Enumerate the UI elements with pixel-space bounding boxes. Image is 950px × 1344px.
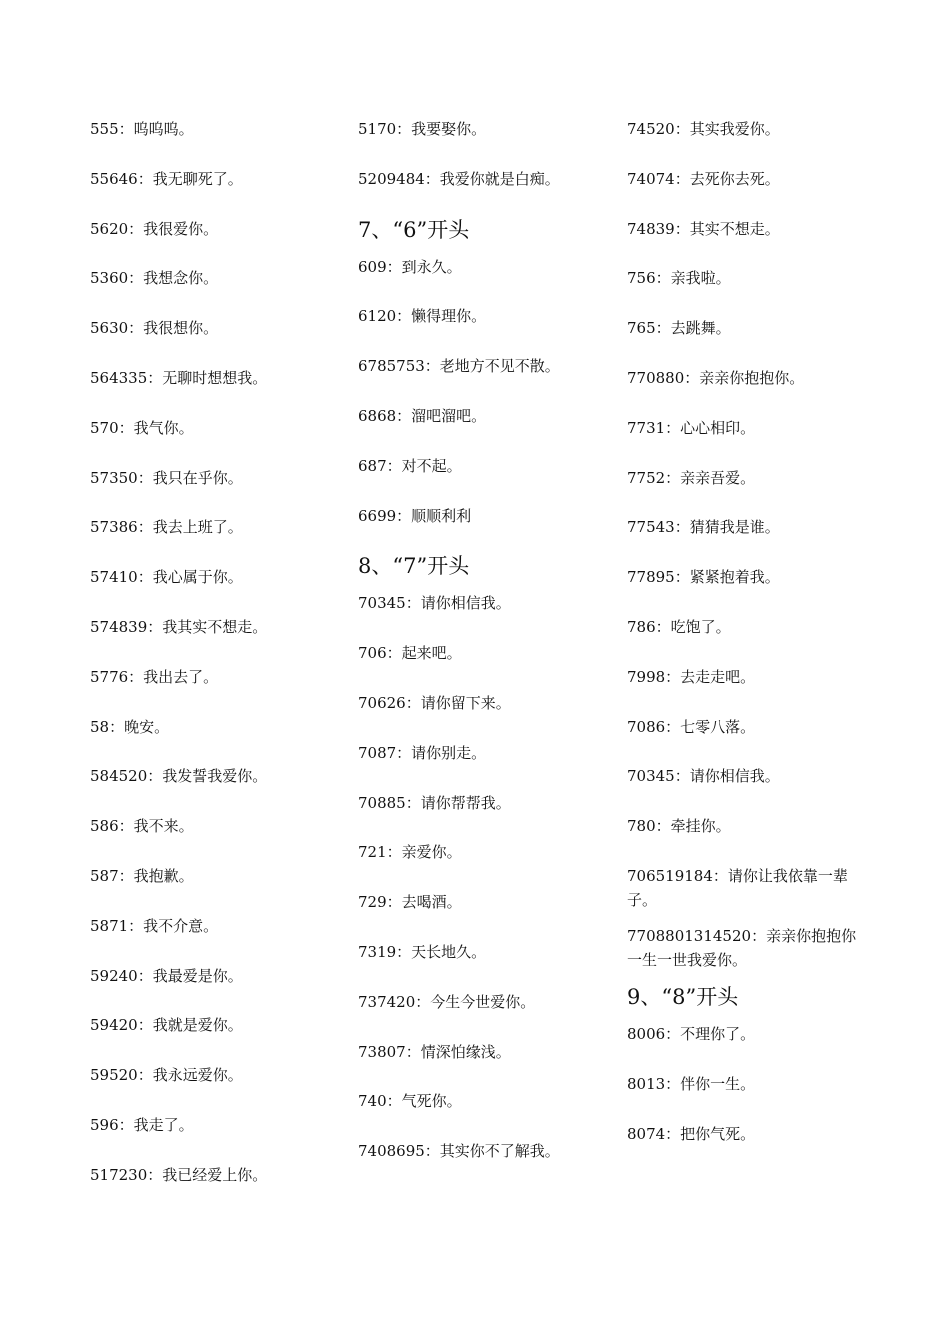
code-entry: 5209484：我爱你就是白痴。: [358, 169, 560, 188]
section-heading: 7、“6”开头: [358, 217, 470, 242]
code-entry: 6868：溜吧溜吧。: [358, 406, 487, 425]
code-entry: 5630：我很想你。: [90, 319, 219, 338]
code-entry: 737420：今生今世爱你。: [358, 992, 536, 1011]
code-entry: 5871：我不介意。: [90, 916, 219, 935]
code-entry: 59420：我就是爱你。: [90, 1016, 243, 1035]
section-heading: 8、“7”开头: [358, 554, 470, 579]
code-entry: 7752：亲亲吾爱。: [627, 468, 756, 487]
code-entry: 706：起来吧。: [358, 644, 462, 663]
code-entry: 5620：我很爱你。: [90, 219, 219, 238]
code-entry: 586：我不来。: [90, 817, 194, 836]
code-entry: 57386：我去上班了。: [90, 518, 243, 537]
code-entry: 8074：把你气死。: [627, 1124, 756, 1143]
code-entry: 721：亲爱你。: [358, 843, 462, 862]
code-entry: 77895：紧紧抱着我。: [627, 568, 780, 587]
code-entry: 74520：其实我爱你。: [627, 120, 780, 138]
code-entry: 70885：请你帮帮我。: [358, 793, 511, 812]
column-3: [627, 117, 867, 1171]
code-entry: 7408695：其实你不了解我。: [358, 1142, 560, 1161]
code-entry: 7087：请你别走。: [358, 743, 487, 762]
code-entry: 7319：天长地久。: [358, 942, 487, 961]
code-entry: 687：对不起。: [358, 456, 462, 475]
code-entry: 5360：我想念你。: [90, 269, 219, 288]
code-entry: 780：牵挂你。: [627, 817, 731, 836]
code-entry: 57350：我只在乎你。: [90, 468, 243, 487]
code-entry: 786：吃饱了。: [627, 617, 731, 636]
code-entry: 564335：无聊时想想我。: [90, 368, 268, 387]
code-entry: 555：呜呜呜。: [90, 120, 194, 138]
code-entry: 59240：我最爱是你。: [90, 966, 243, 985]
code-entry: 570：我气你。: [90, 418, 194, 437]
code-entry: 6120：懒得理你。: [358, 307, 487, 326]
code-entry: 74074：去死你去死。: [627, 169, 780, 188]
code-entry: 73807：情深怕缘浅。: [358, 1042, 511, 1061]
code-entry: 74839：其实不想走。: [627, 219, 780, 238]
code-entry: 765：去跳舞。: [627, 319, 731, 338]
code-entry: 770880：亲亲你抱抱你。: [627, 368, 805, 387]
code-entry: 7086：七零八落。: [627, 717, 756, 736]
code-entry: 7708801314520：亲亲你抱抱你一生一世我爱你。: [627, 926, 857, 969]
code-entry: 517230：我已经爱上你。: [90, 1165, 268, 1184]
code-entry: 596：我走了。: [90, 1115, 194, 1134]
code-entry: 70345：请你相信我。: [358, 594, 511, 613]
code-entry: 5170：我要娶你。: [358, 120, 487, 138]
code-entry: 57410：我心属于你。: [90, 568, 243, 587]
code-entry: 77543：猜猜我是谁。: [627, 518, 780, 537]
code-entry: 609：到永久。: [358, 257, 462, 276]
code-entry: 729：去喝酒。: [358, 893, 462, 912]
code-entry: 587：我抱歉。: [90, 866, 194, 885]
code-entry: 70626：请你留下来。: [358, 693, 511, 712]
code-entry: 7731：心心相印。: [627, 418, 756, 437]
code-entry: 5776：我出去了。: [90, 667, 219, 686]
code-entry: 756：亲我啦。: [627, 269, 731, 288]
code-entry: 740：气死你。: [358, 1092, 462, 1111]
column-2: [358, 117, 608, 1189]
code-entry: 70345：请你相信我。: [627, 767, 780, 786]
section-heading: 9、“8”开头: [627, 984, 739, 1009]
code-entry: 7998：去走走吧。: [627, 667, 756, 686]
code-entry: 574839：我其实不想走。: [90, 617, 268, 636]
column-1: [90, 117, 340, 1213]
code-entry: 584520：我发誓我爱你。: [90, 767, 268, 786]
code-entry: 8006：不理你了。: [627, 1024, 756, 1043]
code-entry: 6785753：老地方不见不散。: [358, 357, 560, 376]
code-entry: 6699：顺顺利利: [358, 506, 472, 525]
code-entry: 706519184：请你让我依靠一辈子。: [627, 866, 848, 909]
code-entry: 59520：我永远爱你。: [90, 1066, 243, 1085]
code-entry: 55646：我无聊死了。: [90, 169, 243, 188]
code-entry: 58：晚安。: [90, 717, 170, 736]
code-entry: 8013：伴你一生。: [627, 1074, 756, 1093]
